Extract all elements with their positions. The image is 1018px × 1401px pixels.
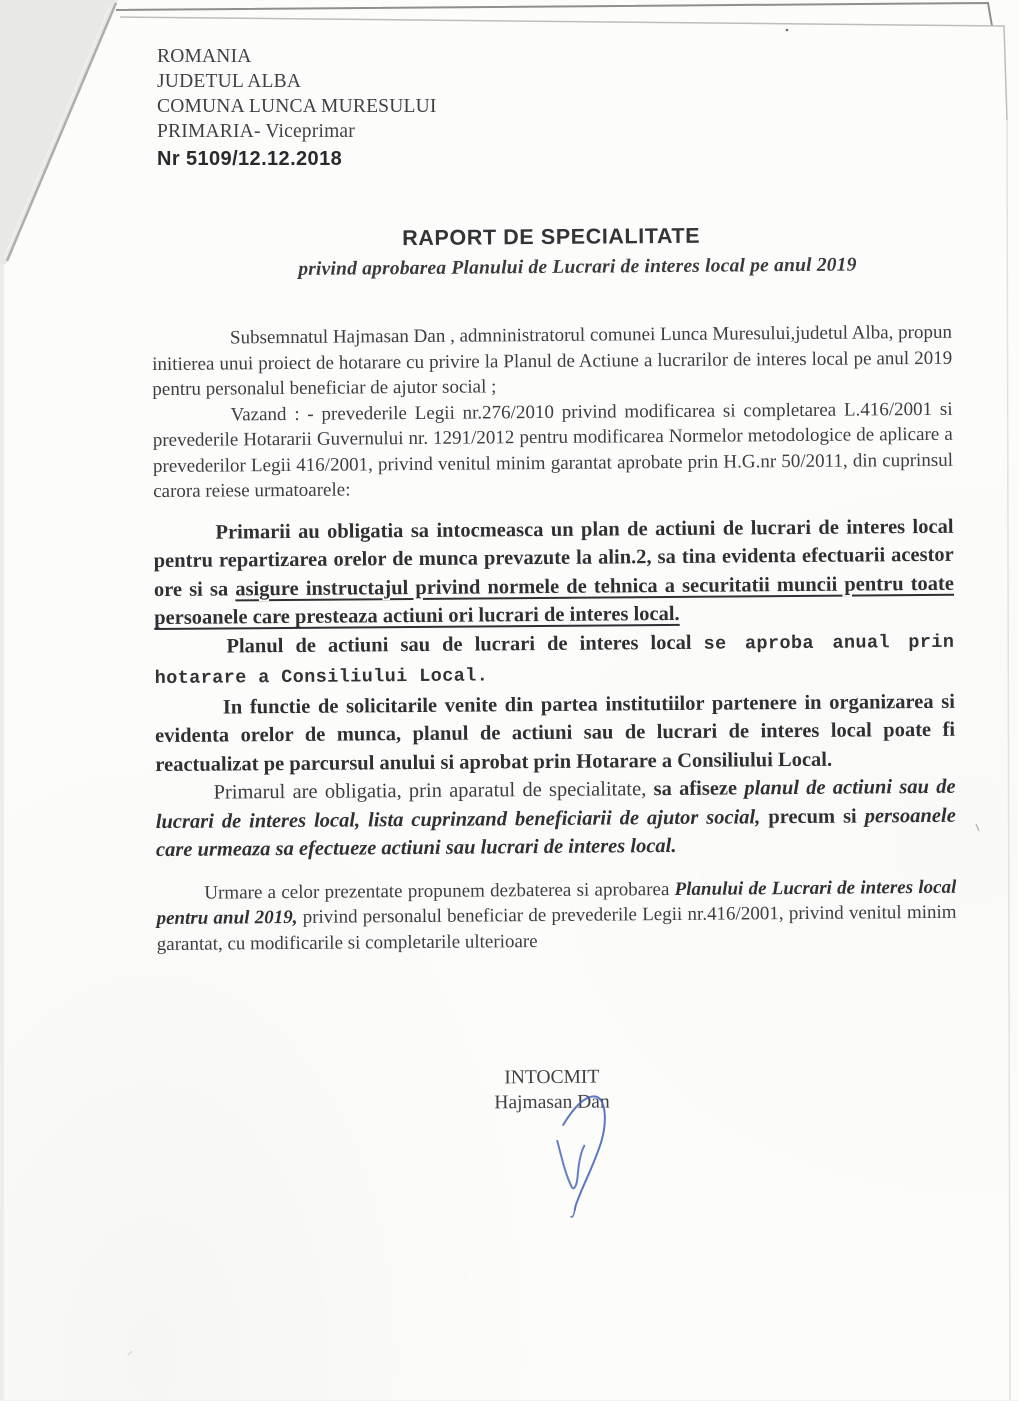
- paragraph-reactualization: In functie de solicitarile venite din partea institutiilor partenere in organizarea si evidenta orelor de munca, planul de actiuni sau de lucrari de interes local poate fi reactualizat pe parcursul anului si aprobat prin Hotarare a Consiliului Local.: [155, 690, 956, 776]
- mayor-bold-italic-1: planul de actiuni sau de lucrari de interes local, lista cuprinzand beneficiarii de ajutor social,: [155, 775, 956, 833]
- letterhead-country: ROMANIA: [157, 46, 252, 67]
- signature-label: INTOCMIT: [504, 1066, 600, 1089]
- mayor-bold-2: precum si: [760, 804, 865, 828]
- document-body: [152, 320, 957, 957]
- conclusion-plan-name: Planului de Lucrari de interes local pentru anul 2019,: [156, 876, 957, 930]
- document-subtitle: privind aprobarea Planului de Lucrari de interes local pe anul 2019: [298, 254, 857, 280]
- signature-stroke-check: [557, 1141, 584, 1189]
- letterhead: [157, 44, 437, 172]
- obligation-underlined-text: asigure instructajul privind normele de tehnica a securitatii muncii pentru toate persoanele care presteaza actiuni ori lucrari de interes local.: [154, 572, 955, 630]
- letterhead-office: PRIMARIA- Viceprimar: [157, 121, 355, 142]
- letterhead-county: JUDETUL ALBA: [157, 71, 302, 92]
- mayor-bold: sa afiseze: [653, 777, 745, 801]
- title-block: [151, 222, 951, 282]
- conclusion-tail: privind personalul beneficiar de prevederile Legii nr.416/2001, privind venitul minim garantat, cu modificarile si completarile ulterioare: [156, 901, 957, 955]
- handwritten-signature: [536, 1084, 647, 1225]
- plan-approval-typed: se aproba anual prin hotarare a Consiliului Local.: [154, 631, 955, 690]
- registration-number: Nr 5109/12.12.2018: [157, 148, 343, 170]
- paragraph-plan-approval: [154, 626, 954, 693]
- signature-name: Hajmasan Dan: [494, 1091, 610, 1114]
- document-title: RAPORT DE SPECIALITATE: [402, 223, 701, 251]
- plan-approval-lead: Planul de actiuni sau de lucrari de interes local: [226, 631, 704, 657]
- signature-stroke-loop: [563, 1096, 606, 1210]
- signature-stroke-tail: [571, 1210, 575, 1217]
- letterhead-commune: COMUNA LUNCA MURESULUI: [157, 96, 437, 117]
- conclusion-lead: Urmare a celor prezentate propunem dezbaterea si aprobarea: [204, 878, 675, 904]
- obligation-text: Primarii au obligatia sa intocmeasca un plan de actiuni de lucrari de interes local pentru repartizarea orelor de munca prevazute la alin.2, sa tina evidenta efectuarii acestor ore si sa: [153, 515, 954, 601]
- paragraph-mayor-obligation: [155, 773, 956, 865]
- paragraph-intro: Subsemnatul Hajmasan Dan , admninistratorul comunei Lunca Muresului,judetul Alba, propun initierea unui proiect de hotarare cu privire la Planul de Actiune a lucrarilor de interes local pe anul 2019 pentru personalul beneficiar de ajutor social ;: [152, 321, 953, 401]
- paragraph-obligation: [153, 512, 954, 632]
- paragraph-legal-basis: Vazand : - prevederile Legii nr.276/2010 privind modificarea si completarea L.416/2001 si prevederile Hotararii Guvernului nr. 1291/2012 pentru modificarea Normelor metodologice de aplicare a prevederilor Legii 416/2001, privind venitul minim garantat aprobate prin H.G.nr 50/2011, din cuprinsul carora reiese urmatoarele:: [152, 398, 954, 503]
- mayor-bold-italic-2: persoanele care urmeaza sa efectueze actiuni sau lucrari de interes local.: [155, 804, 956, 862]
- mayor-lead: Primarul are obligatia, prin aparatul de specialitate,: [213, 778, 654, 804]
- paragraph-conclusion: [156, 874, 957, 957]
